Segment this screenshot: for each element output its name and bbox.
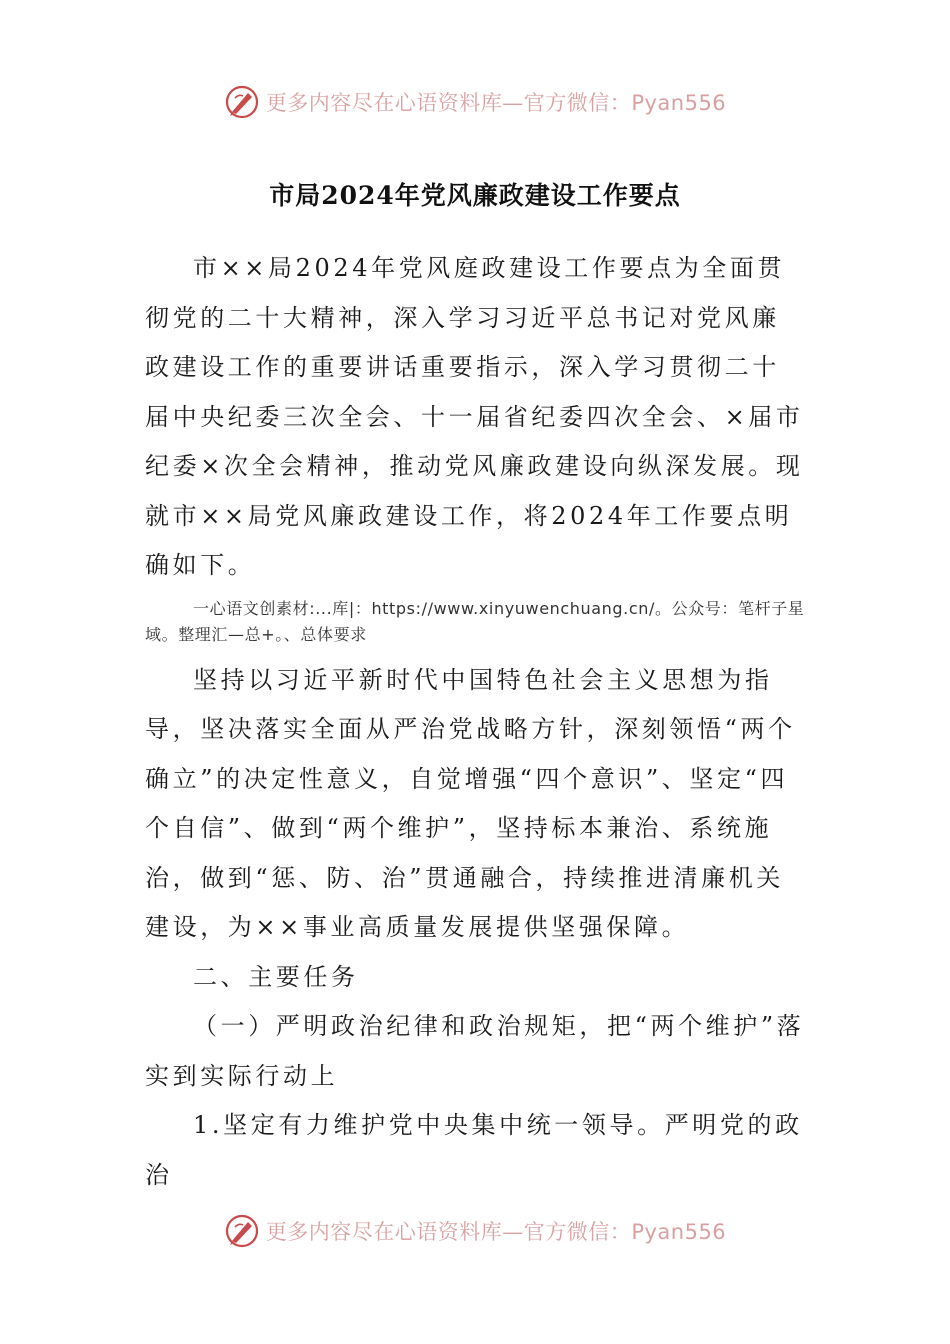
paragraph-watermark-section-heading: 一心语文创素材:...库|：https://www.xinyuwenchuang.cn/。公众号：笔杆子星域。整理汇—总+。、总体要求 — [145, 598, 805, 644]
footer-banner — [0, 1211, 950, 1251]
banner-text — [266, 1216, 726, 1246]
banner-wechat-id: Pyan556 — [631, 1220, 727, 1244]
pen-logo-icon — [224, 1213, 260, 1249]
paragraph-overall-requirements: 坚持以习近平新时代中国特色社会主义思想为指导，坚决落实全面从严治党战略方针，深刻领悟“两个确立”的决定性意义，自觉增强“四个意识”、坚定“四个自信”、做到“两个维护”，坚持标本兼治、系统施治，做到“惩、防、治”贯通融合，持续推进清廉机关建设，为××事业高质量发展提供坚强保障。 — [145, 665, 796, 941]
pen-logo-icon — [224, 84, 260, 120]
subsection-heading-1: （一）严明政治纪律和政治规矩，把“两个维护”落实到实际行动上 — [145, 1012, 805, 1090]
paragraph-item-1: 1.坚定有力维护党中央集中统一领导。严明党的政治 — [145, 1111, 803, 1189]
banner-wechat-id: Pyan556 — [631, 91, 727, 115]
banner-label: 更多内容尽在心语资料库—官方微信： — [265, 1220, 632, 1244]
section-heading-main-tasks: 二、主要任务 — [193, 962, 359, 991]
document-body — [145, 244, 805, 1200]
banner-label: 更多内容尽在心语资料库—官方微信： — [265, 91, 632, 115]
banner-text — [266, 87, 726, 117]
header-banner — [0, 82, 950, 122]
paragraph-intro: 市××局2024年党风庭政建设工作要点为全面贯彻党的二十大精神，深入学习习近平总书记对党风廉政建设工作的重要讲话重要指示，深入学习贯彻二十届中央纪委三次全会、十一届省纪委四次全会、×届市纪委×次全会精神，推动党风廉政建设向纵深发展。现就市××局党风廉政建设工作，将2024年工作要点明确如下。 — [145, 254, 804, 579]
document-title: 市局2024年党风廉政建设工作要点 — [269, 181, 681, 210]
